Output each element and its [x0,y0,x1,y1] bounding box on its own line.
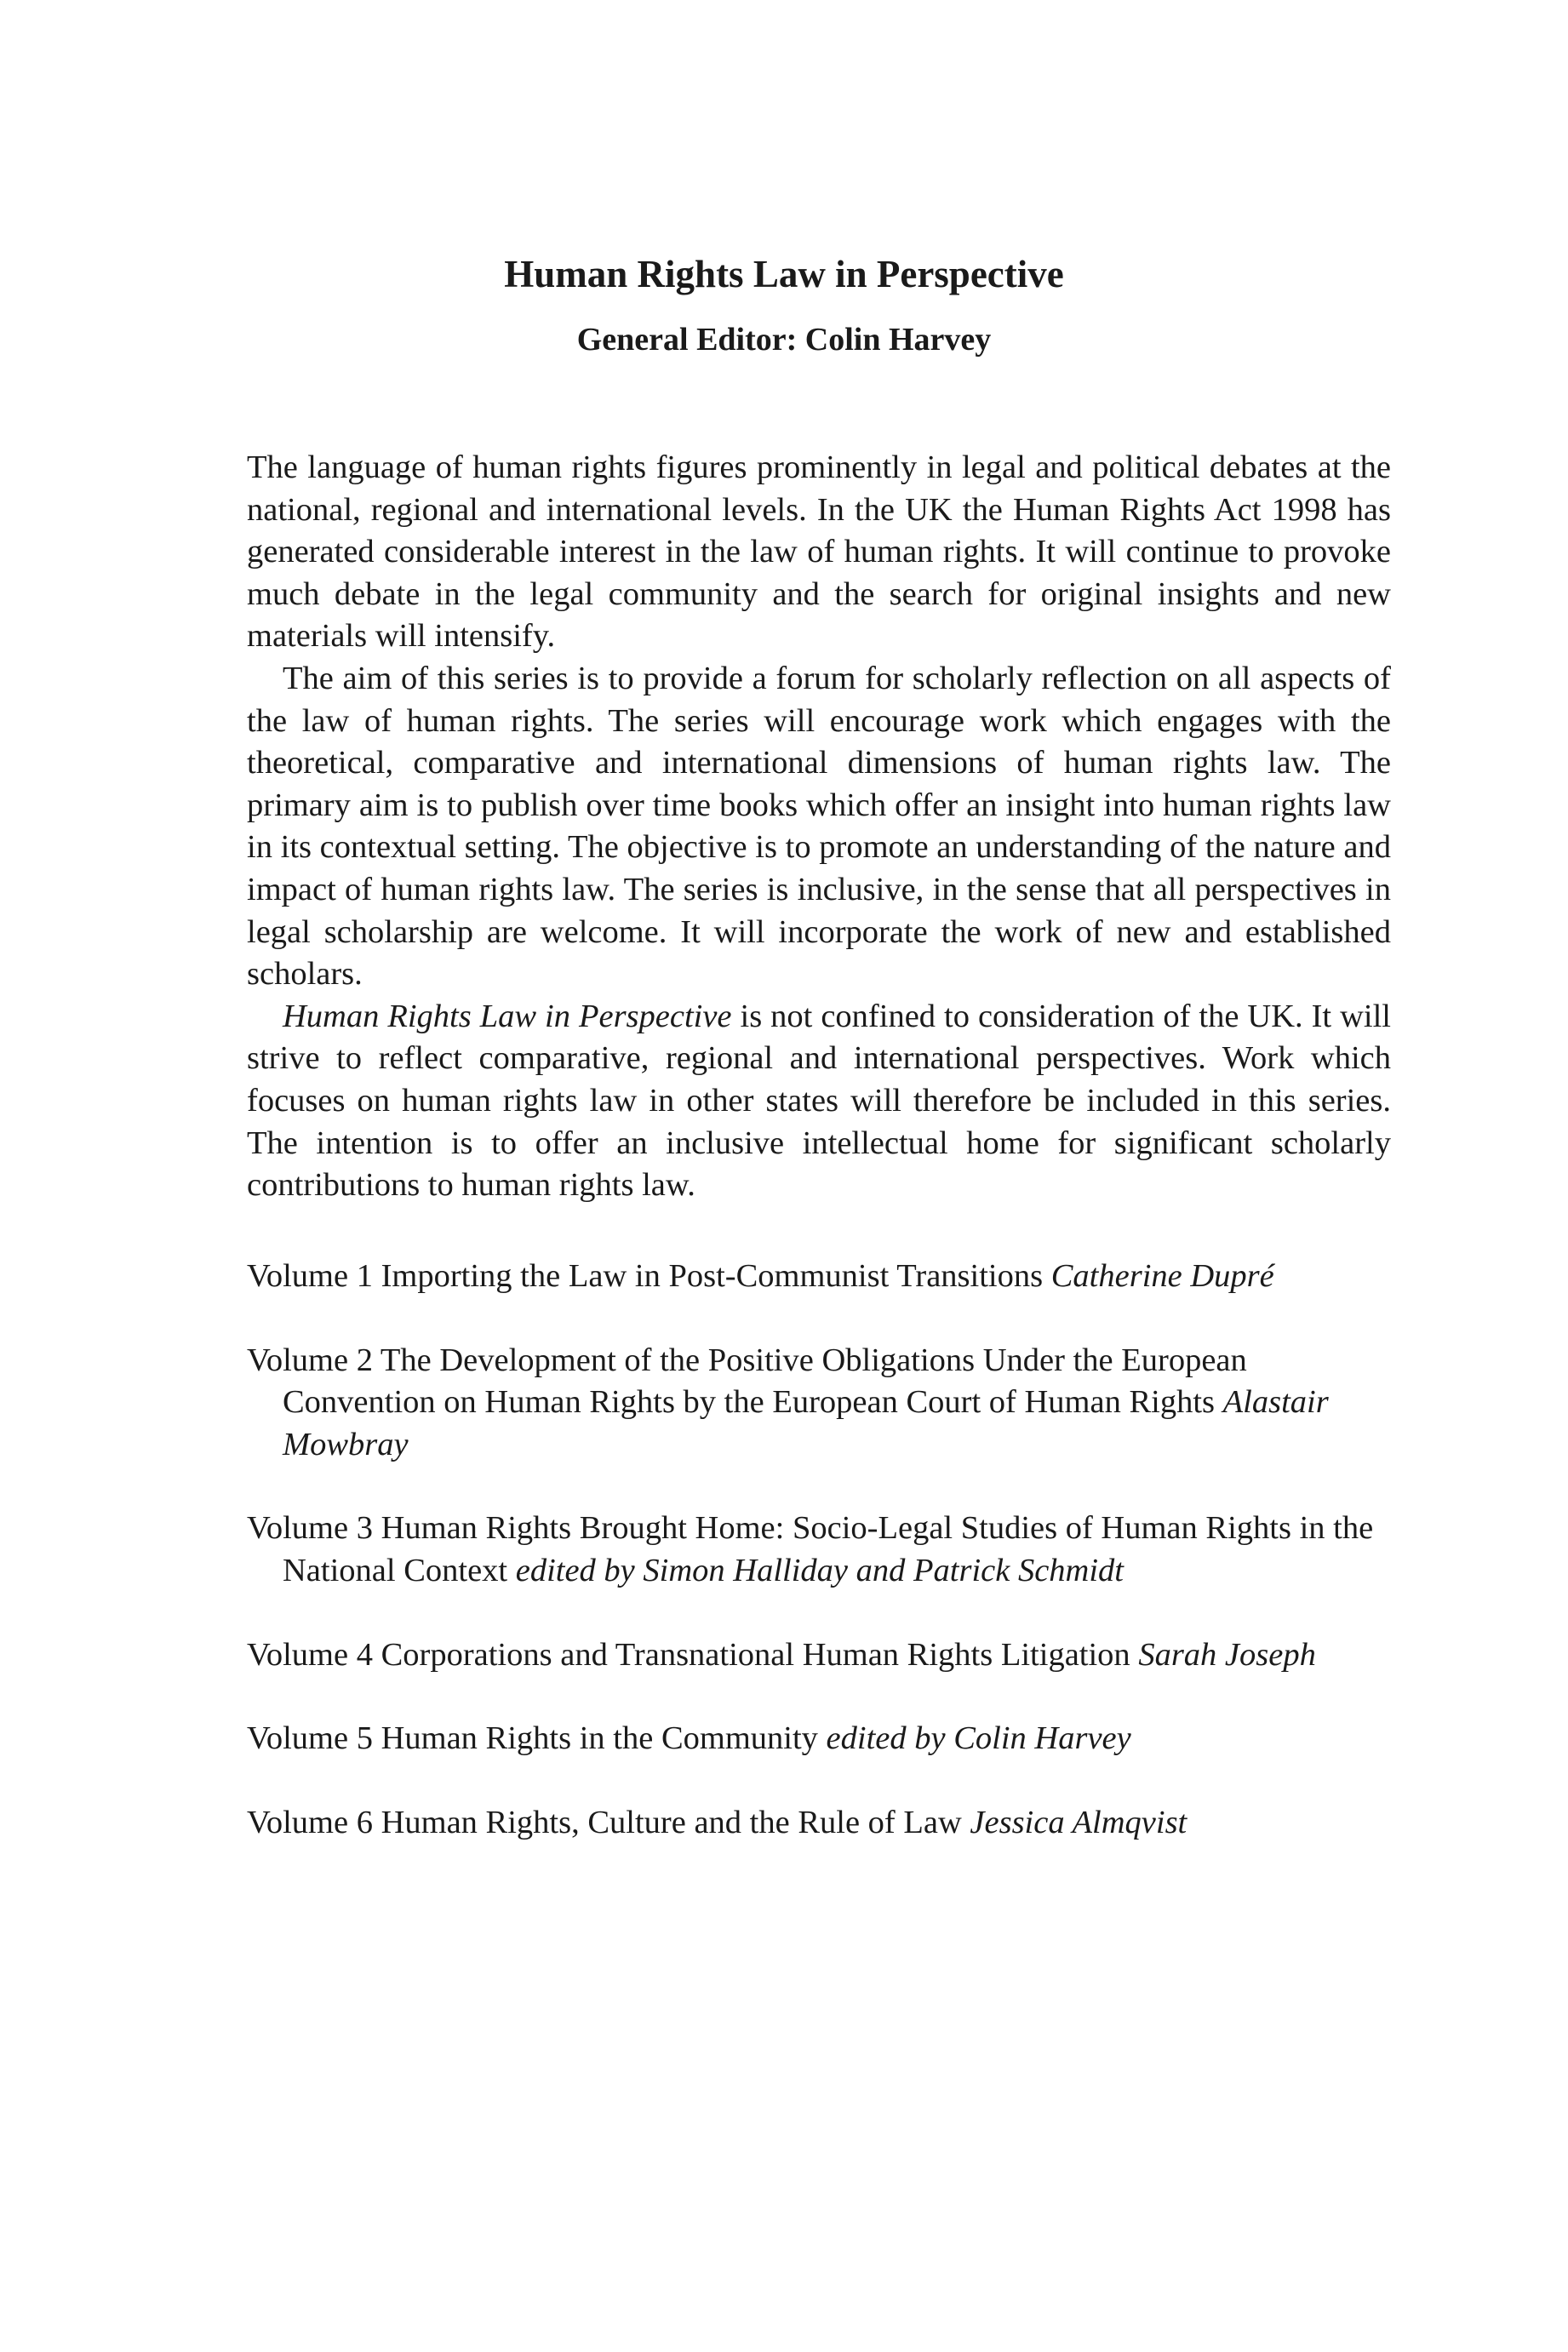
volume-title: Human Rights, Culture and the Rule of Law [381,1804,962,1840]
volume-entry-5 [247,1718,1391,1760]
volume-entry-3 [247,1508,1391,1592]
volume-label: Volume 3 [247,1510,373,1547]
intro-paragraph-3-text: is not confined to consideration of the UK. It will strive to reflect comparative, regional and international perspectives. Work which focuses on human rights law in other states will therefore be included in this series. The intention is to offer an inclusive intellectual home for significant scholarly contributions to human rights law. [247,998,1392,1204]
volume-label: Volume 1 [247,1258,373,1294]
volume-title: The Development of the Positive Obligations Under the European Convention on Human Rights by the European Court of Human Rights [283,1342,1247,1421]
volume-author: Jessica Almqvist [970,1804,1187,1840]
volume-label: Volume 6 [247,1804,373,1840]
general-editor: General Editor: Colin Harvey [576,322,992,358]
volume-author: Sarah Joseph [1138,1636,1316,1673]
series-description [247,447,1391,1207]
intro-paragraph-3 [247,996,1391,1207]
volume-author: Catherine Dupré [1050,1258,1274,1294]
volume-entry-2 [247,1340,1391,1467]
intro-paragraph-2: The aim of this series is to provide a forum for scholarly reflection on all aspects of the law of human rights. The series will encourage work which engages with the theoretical, comparative and international dimensions of human rights law. The primary aim is to publish over time books which offer an insight into human rights law in its contextual setting. The objective is to promote an understanding of the nature and impact of human rights law. The series is inclusive, in the sense that all perspectives in legal scholarship are welcome. It will incorporate the work of new and established scholars. [247,660,1391,993]
volume-label: Volume 5 [247,1720,373,1757]
volume-title: Importing the Law in Post-Communist Transitions [381,1258,1044,1294]
volume-label: Volume 2 [247,1342,373,1378]
volume-label: Volume 4 [247,1636,373,1673]
volume-title: Human Rights in the Community [381,1720,818,1757]
volume-author: Alastair Mowbray [283,1384,1329,1462]
volume-title: Corporations and Transnational Human Rights Litigation [381,1636,1130,1673]
volume-author: edited by Colin Harvey [826,1720,1131,1757]
volume-entry-4 [247,1634,1391,1677]
volume-entry-1 [247,1256,1391,1298]
intro-paragraph-1: The language of human rights figures prominently in legal and political debates at the national, regional and international levels. In the UK the Human Rights Act 1998 has generated considerable interest in the law of human rights. It will continue to provoke much debate in the legal community and the search for original insights and new materials will intensify. [247,449,1391,655]
volume-list [247,1256,1391,1886]
series-name-italic: Human Rights Law in Perspective [283,998,732,1034]
series-title: Human Rights Law in Perspective [504,253,1064,295]
volume-author: edited by Simon Halliday and Patrick Schmidt [515,1552,1124,1588]
volume-title: Human Rights Brought Home: Socio-Legal Studies of Human Rights in the National Context [283,1510,1374,1588]
volume-entry-6 [247,1802,1391,1845]
